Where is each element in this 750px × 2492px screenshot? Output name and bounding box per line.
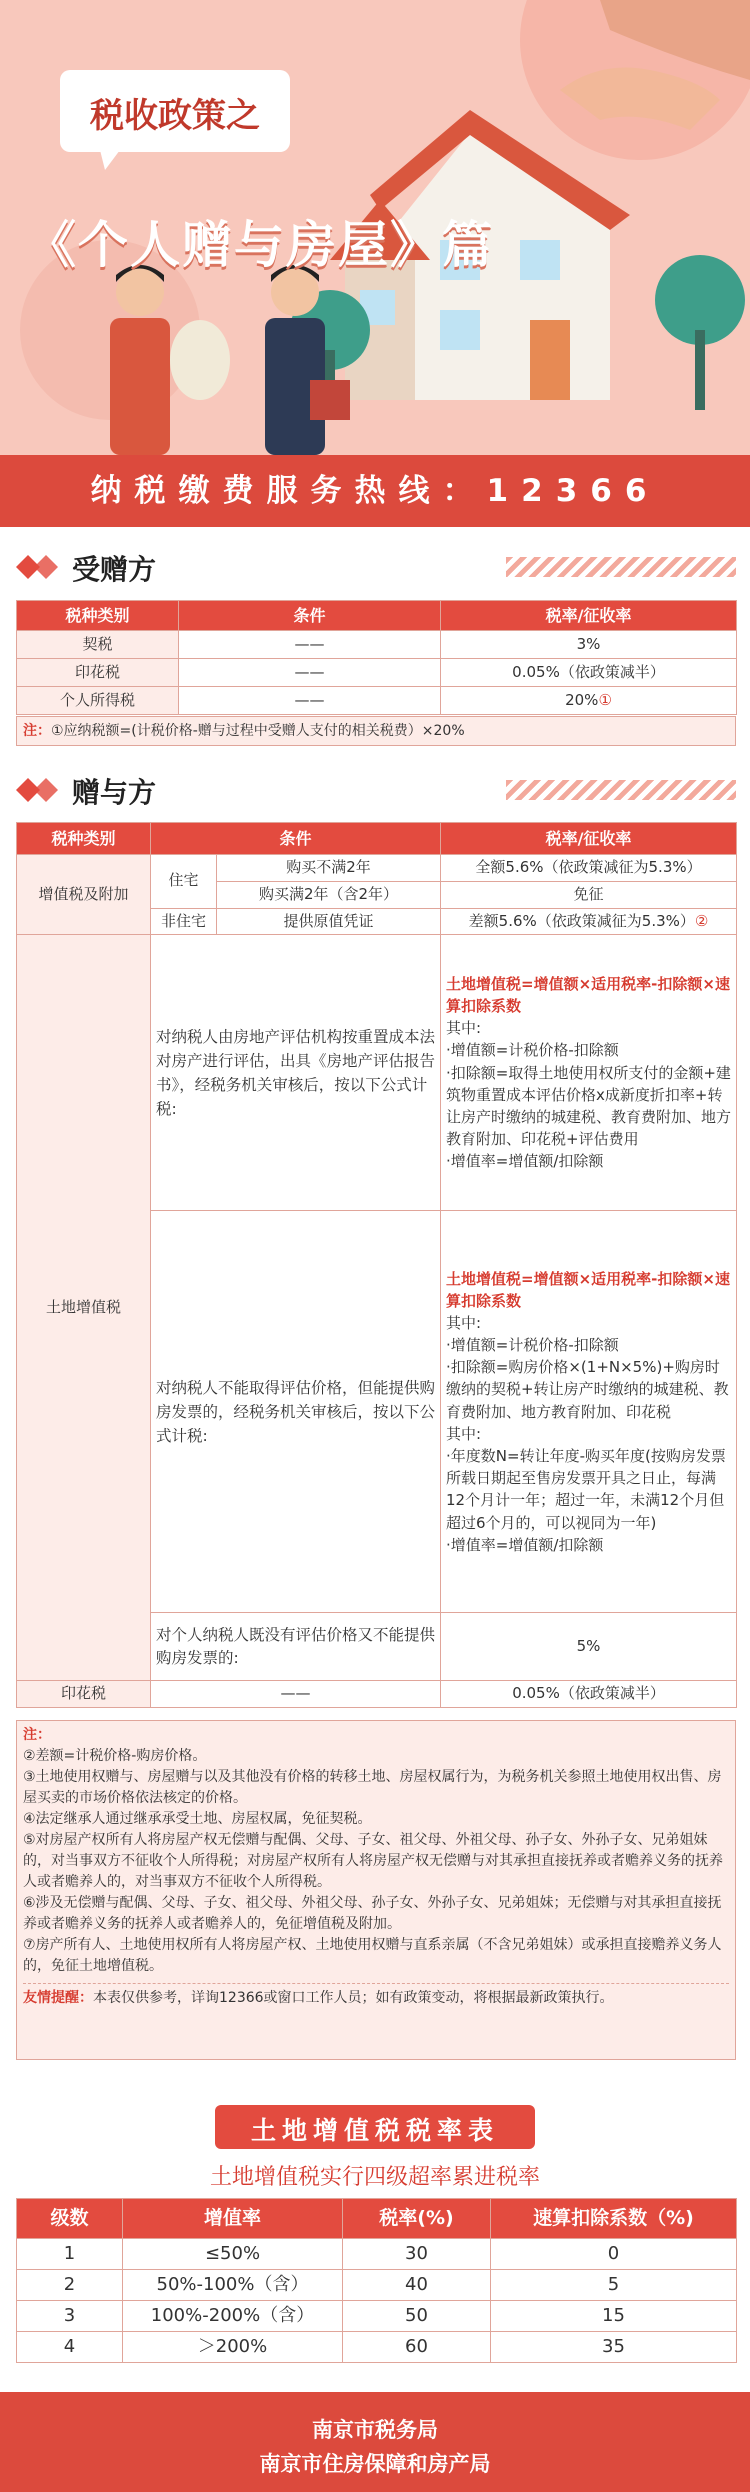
condition: 对纳税人由房地产评估机构按重置成本法对房产进行评估，出具《房地产评估报告书》，经税务机关审核后，按以下公式计税:	[151, 935, 441, 1211]
col-header: 税率/征收率	[441, 823, 737, 855]
col-header: 条件	[179, 601, 441, 631]
note-text: ⑥涉及无偿赠与配偶、父母、子女、祖父母、外祖父母、孙子女、外孙子女、兄弟姐妹；无偿赠与对其承担直接抚养或者赡养义务的抚养人或者赡养人的，免征增值税及附加。	[23, 1895, 722, 1932]
rate: 5%	[441, 1613, 737, 1681]
condition: 提供原值凭证	[217, 908, 441, 935]
decorative-stripes	[506, 780, 736, 800]
footer-org-1: 南京市税务局	[312, 2417, 438, 2442]
table-row	[17, 855, 737, 882]
rate-table	[16, 2198, 737, 2363]
formula: 土地增值税=增值额×适用税率-扣除额×速算扣除系数	[446, 974, 730, 1016]
property-type: 非住宅	[151, 908, 217, 935]
rate: 0.05%（依政策减半）	[441, 659, 737, 687]
formula: 土地增值税=增值额×适用税率-扣除额×速算扣除系数	[446, 1269, 730, 1310]
condition: ——	[179, 631, 441, 659]
increment-rate: ≤50%	[123, 2239, 343, 2270]
note-marker: ②	[694, 911, 709, 930]
tax-type: 增值税及附加	[17, 855, 151, 935]
table-row	[17, 659, 737, 687]
section-head-donor	[16, 768, 736, 812]
increment-rate: ＞200%	[123, 2332, 343, 2363]
col-header: 税率(%)	[343, 2199, 491, 2239]
property-type: 住宅	[151, 855, 217, 909]
formula-detail: 其中: ·增值额=计税价格-扣除额 ·扣除额=取得土地使用权所支付的金额+建筑物重置成本评估价格x成新度折扣率+转让房产时缴纳的城建税、教育费附加、地方教育附加、印花税+评估费用 ·增值率=增值额/扣除额	[446, 1019, 732, 1171]
condition: ——	[179, 659, 441, 687]
formula-detail: 其中: ·增值额=计税价格-扣除额 ·扣除额=购房价格×(1+N×5%)+购房时缴纳的契税+转让房产时缴纳的城建税、教育费附加、地方教育附加、印花税 其中: ·年度数N=转让年度-购买年度(按购房发票所载日期起至售房发票开具之日止，每满12个月计一年；超过一年，未满12个月但超过6个月的，可以视同为一年) ·增值率=增值额/扣除额	[446, 1313, 729, 1554]
deduction-factor: 15	[491, 2301, 737, 2332]
level: 4	[17, 2332, 123, 2363]
level: 2	[17, 2270, 123, 2301]
formula-cell	[441, 935, 737, 1211]
rate: 3%	[441, 631, 737, 659]
hotline-banner: 纳税缴费服务热线：12366	[0, 455, 750, 527]
col-header: 增值率	[123, 2199, 343, 2239]
rate-table-subtitle: 土地增值税实行四级超率累进税率	[209, 2165, 540, 2190]
deduction-factor: 0	[491, 2239, 737, 2270]
footer	[0, 2392, 750, 2492]
table-row	[17, 935, 737, 1211]
bubble-text: 税收政策之	[90, 96, 260, 136]
tip	[23, 1983, 729, 2009]
rate: 0.05%（依政策减半）	[441, 1681, 737, 1708]
rate: 全额5.6%（依政策减征为5.3%）	[441, 855, 737, 882]
note-marker: ①	[598, 690, 612, 709]
tip-text: 本表仅供参考，详询12366或窗口工作人员；如有政策变动，将根据最新政策执行。	[93, 1990, 614, 2006]
note-label: 注：	[23, 1727, 51, 1743]
section-title: 赠与方	[72, 776, 157, 809]
note-text: ①应纳税额=(计税价格-赠与过程中受赠人支付的相关税费）×20%	[51, 723, 465, 739]
page-title: 《个人赠与房屋》篇	[26, 216, 494, 274]
note-text: ④法定继承人通过继承承受土地、房屋权属，免征契税。	[23, 1811, 372, 1827]
condition: 对个人纳税人既没有评估价格又不能提供购房发票的:	[151, 1613, 441, 1681]
section-head-recipient	[16, 545, 736, 589]
donor-notes	[16, 1720, 736, 2060]
tip-label: 友情提醒：	[23, 1990, 93, 2006]
tax-rate: 60	[343, 2332, 491, 2363]
rate-value: 20%	[565, 690, 599, 709]
level: 1	[17, 2239, 123, 2270]
rate: 免征	[441, 881, 737, 908]
note-label: 注：	[23, 723, 51, 739]
tax-rate: 50	[343, 2301, 491, 2332]
diamond-icon	[16, 553, 66, 583]
section-title: 受赠方	[72, 553, 157, 586]
table-row	[17, 2301, 737, 2332]
table-row	[17, 2270, 737, 2301]
recipient-table	[16, 600, 737, 715]
tax-type: 土地增值税	[17, 935, 151, 1681]
recipient-note	[16, 716, 736, 746]
deduction-factor: 5	[491, 2270, 737, 2301]
condition: 对纳税人不能取得评估价格，但能提供购房发票的，经税务机关审核后，按以下公式计税:	[151, 1211, 441, 1613]
tax-type: 契税	[17, 631, 179, 659]
table-row	[17, 2332, 737, 2363]
note-text: ⑤对房屋产权所有人将房屋产权无偿赠与配偶、父母、子女、祖父母、外祖父母、孙子女、外孙子女、兄弟姐妹的，对当事双方不征收个人所得税；对房屋产权所有人将房屋产权无偿赠与对其承担直接抚养或者赡养义务的抚养人或者赡养人的，对当事双方不征收个人所得税。	[23, 1832, 723, 1890]
diamond-icon	[16, 776, 66, 806]
decorative-stripes	[506, 557, 736, 577]
tax-type: 个人所得税	[17, 687, 179, 715]
note-text: ③土地使用权赠与、房屋赠与以及其他没有价格的转移土地、房屋权属行为，为税务机关参照土地使用权出售、房屋买卖的市场价格依法核定的价格。	[23, 1769, 722, 1806]
condition: 购买不满2年	[217, 855, 441, 882]
rate-table-title: 土地增值税税率表	[250, 2116, 499, 2145]
table-row	[17, 2239, 737, 2270]
tax-type: 印花税	[17, 659, 179, 687]
rate	[441, 908, 737, 935]
increment-rate: 100%-200%（含）	[123, 2301, 343, 2332]
table-row	[17, 1681, 737, 1708]
col-header: 级数	[17, 2199, 123, 2239]
note-text: ②差额=计税价格-购房价格。	[23, 1748, 207, 1764]
col-header: 税种类别	[17, 823, 151, 855]
formula-cell	[441, 1211, 737, 1613]
col-header: 税率/征收率	[441, 601, 737, 631]
col-header: 条件	[151, 823, 441, 855]
table-row	[17, 687, 737, 715]
level: 3	[17, 2301, 123, 2332]
increment-rate: 50%-100%（含）	[123, 2270, 343, 2301]
col-header: 速算扣除系数（%)	[491, 2199, 737, 2239]
donor-table	[16, 822, 737, 1708]
tax-type: 印花税	[17, 1681, 151, 1708]
rate-value: 差额5.6%（依政策减征为5.3%）	[468, 911, 695, 930]
deduction-factor: 35	[491, 2332, 737, 2363]
condition: ——	[179, 687, 441, 715]
table-row	[17, 631, 737, 659]
tax-rate: 30	[343, 2239, 491, 2270]
note-text: ⑦房产所有人、土地使用权所有人将房屋产权、土地使用权赠与直系亲属（不含兄弟姐妹）或承担直接赡养义务人的，免征土地增值税。	[23, 1937, 722, 1974]
col-header: 税种类别	[17, 601, 179, 631]
tax-rate: 40	[343, 2270, 491, 2301]
condition: ——	[151, 1681, 441, 1708]
footer-org-2: 南京市住房保障和房产局	[259, 2451, 491, 2476]
rate	[441, 687, 737, 715]
condition: 购买满2年（含2年）	[217, 881, 441, 908]
